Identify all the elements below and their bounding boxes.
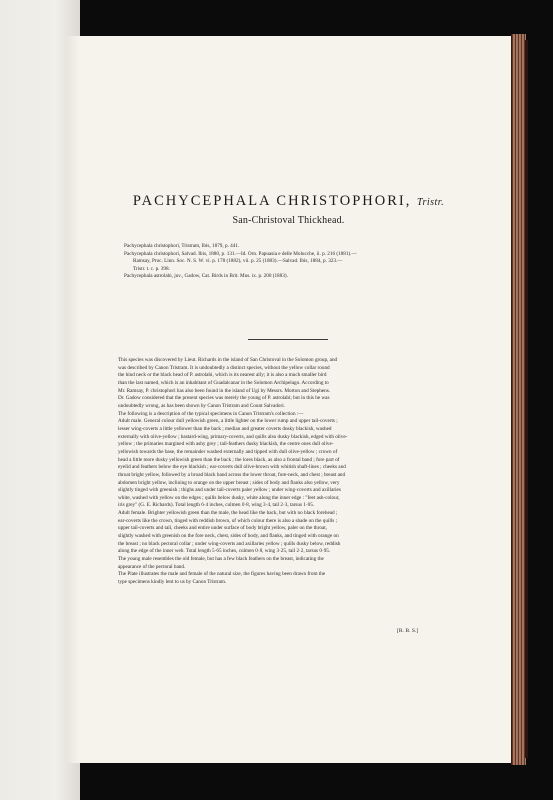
- body-line: slightly washed with greenish on the fore neck, chest, sides of body, and flanks, and tinged with orange on: [118, 533, 339, 540]
- body-line: Mr. Ramsay, P. christophori has also been found in the island of Ugi by Messrs. Morton and Stephens.: [118, 387, 331, 394]
- section-divider: [248, 339, 328, 340]
- body-line: undoubtedly wrong, as has been shown by Canon Tristram and Count Salvadori.: [118, 402, 285, 409]
- body-line: the breast ; no black pectoral collar ; under wing-coverts and axillaries yellow ; quills dusky below, reddish: [118, 540, 341, 547]
- synonymy-block: [124, 243, 454, 281]
- body-line: abdomen bright yellow, inclining to orange on the upper breast ; sides of body and flanks also yellow, very: [118, 479, 340, 486]
- body-line: ear-coverts like the crown, tinged with reddish brown, of which colour there is also a shade on the quills ;: [118, 517, 338, 524]
- body-line: type specimens kindly lent to us by Canon Tristram.: [118, 579, 227, 586]
- synonymy-line: Pachycephala christophori, Salvad. Ibis, 1880, p. 131.—Id. Orn. Papuasia e delle Molucche, ii. p. 216 (1881).—: [124, 250, 357, 257]
- synonymy-line: Ramsay, Proc. Linn. Soc. N. S. W. vi. p. 178 (1882), vii. p. 25 (1883).—Salvad. Ibis, 1884, p. 323.—: [133, 258, 343, 265]
- body-line: along the edge of the inner web. Total length 5·65 inches, culmen 0·8, wing 3·25, tail 2·2, tarsus 0·95.: [118, 548, 331, 555]
- synonymy-line: Pachycephala astrolabi, juv., Gadow, Cat. Birds in Brit. Mus. ix. p. 200 (1883).: [124, 273, 288, 280]
- body-line: iris grey" (G. E. Richards). Total length 6·4 inches, culmen 0·8, wing 3·4, tail 2·3, tarsus 1·05.: [118, 502, 315, 509]
- body-line: The Plate illustrates the male and female of the natural size, the figures having been drawn from the: [118, 571, 326, 578]
- page-title: [66, 193, 511, 210]
- body-line: This species was discovered by Lieut. Richards in the island of San Christoval in the Solomon group, and: [118, 357, 338, 363]
- body-line: lesser wing-coverts a little yellower than the back ; median and greater coverts dusky blackish, washed: [118, 425, 332, 432]
- book-page: [66, 36, 512, 763]
- body-line: than the last named, which is an inhabitant of Guadalcanar in the Solomon Archipelago. According to: [118, 379, 329, 386]
- body-line: slightly tinged with greenish ; thighs and under tail-coverts paler yellow ; under wing-coverts and axillaries: [118, 487, 341, 494]
- body-line: throat bright yellow, followed by a broad black band across the lower throat, fore-neck, and chest ; breast and: [118, 471, 346, 478]
- body-line: eyelid and feathers below the eye blackish ; ear-coverts dull olive-brown with whitish shaft-lines ; cheeks and: [118, 464, 346, 471]
- author-initials: [R. B. S.]: [397, 628, 419, 634]
- body-line: yellow ; the primaries margined with ashy grey ; tail-feathers dusky blackish, the centre ones dull olive-: [118, 441, 334, 448]
- body-line: Adult male. General colour dull yellowish green, a little lighter on the lower rump and upper tail-coverts ;: [118, 418, 338, 425]
- body-line: appearance of the pectoral band.: [118, 563, 186, 570]
- species-name: PACHYCEPHALA CHRISTOPHORI,: [132, 193, 412, 209]
- synonymy-line: Tristr. t. c. p. 398.: [133, 265, 170, 272]
- synonymy-line: Pachycephala christophori, Tristram, Ibis, 1879, p. 441.: [124, 243, 240, 249]
- body-line: The following is a description of the typical specimens in Canon Tristram's collection :—: [118, 410, 304, 417]
- description-text: [118, 357, 424, 587]
- body-line: was described by Canon Tristram. It is undoubtedly a distinct species, without the yellow collar round: [118, 364, 330, 371]
- common-name: San-Christoval Thickhead.: [232, 215, 345, 226]
- gutter-shadow: [66, 36, 80, 763]
- species-author: Tristr.: [416, 197, 445, 208]
- body-line: The young male resembles the old female, but has a few black feathers on the breast, indicating the: [118, 556, 324, 563]
- body-line: yellowish towards the base, the remainder washed externally and tipped with dull olive-yellow ; crown of: [118, 448, 338, 455]
- body-line: white, washed with yellow on the edges ; quills below dusky, white along the inner edge : "feet ash-colour,: [118, 494, 340, 501]
- body-line: upper tail-coverts and tail, cheeks and entire under surface of body bright yellow, paler on the throat,: [118, 525, 327, 532]
- body-line: Adult female. Brighter yellowish green than the male, the head like the back, but with no black forehead ;: [118, 510, 338, 517]
- book-fore-edge: [511, 34, 526, 765]
- book-cover-edge: [525, 40, 528, 758]
- body-line: externally with olive-yellow ; bastard-wing, primary-coverts, and quills also dusky blackish, edged with olive-: [118, 433, 348, 440]
- body-line: the hind neck or the black head of P. astrolabi, which is its nearest ally; it is also a much smaller bird: [118, 372, 327, 379]
- body-line: Dr. Gadow considered that the present species was merely the young of P. astrolabi; but in this he was: [118, 395, 330, 402]
- body-line: head a little more dusky yellowish green than the back ; the lores black, as also a frontal band ; fore part of: [118, 456, 340, 463]
